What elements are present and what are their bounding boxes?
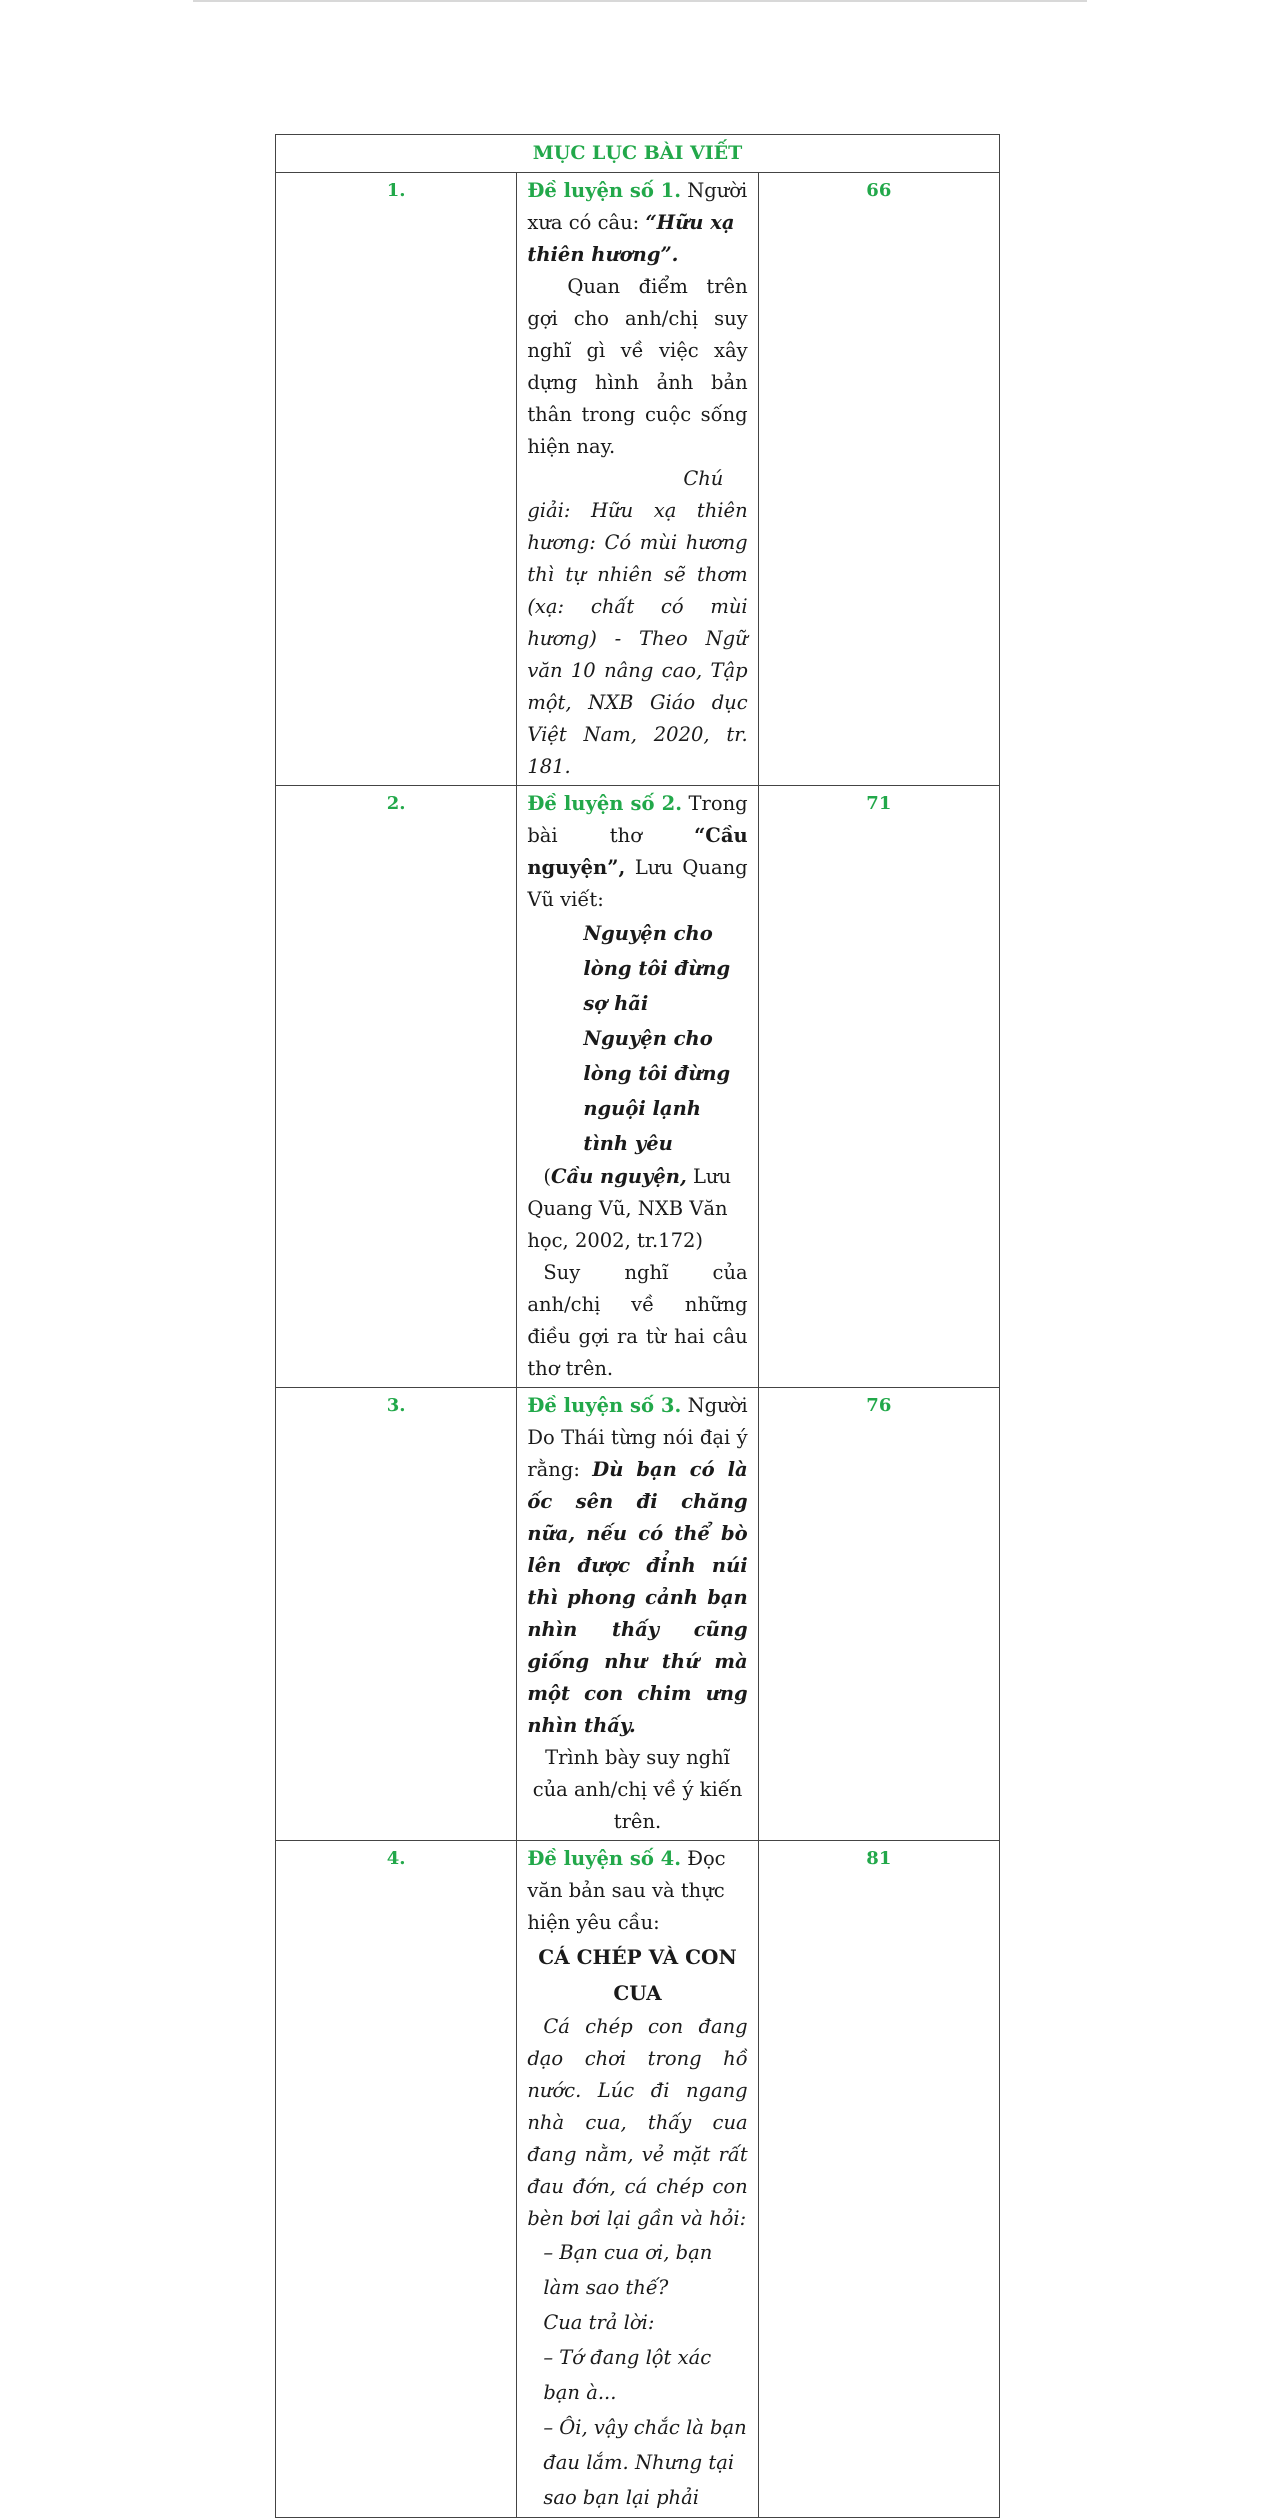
poem-source <box>527 1161 747 1257</box>
source-open: ( <box>543 1165 551 1188</box>
entry-intro2: Lưu Quang Vũ viết: <box>527 856 748 911</box>
entry-intro: Người Do Thái từng nói đại ý rằng: <box>527 1394 748 1481</box>
entry-content <box>517 1388 758 1841</box>
entry-heading: Đề luyện số 3. <box>527 1394 682 1417</box>
entry-quote: Dù bạn có là ốc sên đi chăng nữa, nếu có thể bò lên được đỉnh núi thì phong cảnh bạn nhìn thấy cũng giống như thứ mà một con chim ưng nhìn thấy. <box>527 1458 748 1737</box>
story-title: CÁ CHÉP VÀ CON CUA <box>538 1945 737 2005</box>
entry-intro: Người xưa có câu: <box>527 179 748 234</box>
entry-content <box>517 173 758 786</box>
entry-page: 76 <box>758 1388 999 1841</box>
entry-heading: Đề luyện số 2. <box>527 792 682 815</box>
table-row <box>276 173 1000 786</box>
poem-line-2: Nguyện cho lòng tôi đừng nguội lạnh tình yêu <box>583 1027 731 1155</box>
entry-page: 71 <box>758 786 999 1388</box>
entry-task: Quan điểm trên gợi cho anh/chị suy nghĩ gì về việc xây dựng hình ảnh bản thân trong cuộc sống hiện nay. <box>527 275 748 458</box>
entry-task: Suy nghĩ của anh/chị về những điều gợi ra từ hai câu thơ trên. <box>527 1261 748 1380</box>
entry-intro: Trong bài thơ <box>527 792 748 847</box>
toc-table <box>275 134 1000 2518</box>
entry-page: 66 <box>758 173 999 786</box>
table-row <box>276 786 1000 1388</box>
entry-number: 1. <box>276 173 517 786</box>
dialog-line: Cua trả lời: <box>543 2311 655 2334</box>
table-row <box>276 1388 1000 1841</box>
entry-number: 4. <box>276 1841 517 2518</box>
dialog-line: – Bạn cua ơi, bạn làm sao thế? <box>543 2241 713 2299</box>
entry-number: 2. <box>276 786 517 1388</box>
entry-note: Chú giải: Hữu xạ thiên hương: Có mùi hương thì tự nhiên sẽ thơm (xạ: chất có mùi hương) - Theo Ngữ văn 10 nâng cao, Tập một, NXB Giáo dục Việt Nam, 2020, tr. 181. <box>527 467 748 778</box>
entry-intro: Đọc văn bản sau và thực hiện yêu cầu: <box>527 1847 726 1934</box>
entry-content <box>517 1841 758 2518</box>
table-row <box>276 1841 1000 2518</box>
entry-quote: “Hữu xạ thiên hương”. <box>527 211 735 266</box>
entry-heading: Đề luyện số 4. <box>527 1847 681 1870</box>
story-paragraph: Cá chép con đang dạo chơi trong hồ nước. Lúc đi ngang nhà cua, thấy cua đang nằm, vẻ mặt rất đau đớn, cá chép con bèn bơi lại gần và hỏi: <box>527 2015 748 2230</box>
entry-task: Trình bày suy nghĩ của anh/chị về ý kiến trên. <box>532 1746 743 1833</box>
top-rule <box>193 0 1087 2</box>
entry-heading: Đề luyện số 1. <box>527 179 681 202</box>
entry-poem-title: “Cầu nguyện”, <box>527 824 748 879</box>
entry-content <box>517 786 758 1388</box>
poem-line-1: Nguyện cho lòng tôi đừng sợ hãi <box>583 922 731 1015</box>
toc-title-row <box>276 135 1000 173</box>
dialog-line: – Tớ đang lột xác bạn à... <box>543 2346 712 2404</box>
toc-title: MỤC LỤC BÀI VIẾT <box>276 135 1000 173</box>
dialog-line: – Ôi, vậy chắc là bạn đau lắm. Nhưng tại sao bạn lại phải <box>543 2416 747 2509</box>
entry-page: 81 <box>758 1841 999 2518</box>
entry-number: 3. <box>276 1388 517 1841</box>
source-rest: Lưu Quang Vũ, NXB Văn học, 2002, tr.172) <box>527 1165 732 1252</box>
source-title: Cầu nguyện, <box>550 1165 687 1188</box>
